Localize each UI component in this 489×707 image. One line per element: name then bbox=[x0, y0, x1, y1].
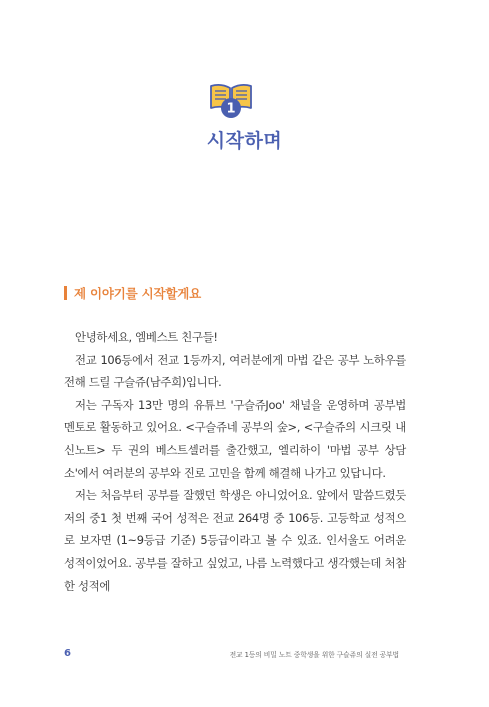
paragraph: 저는 구독자 13만 명의 유튜브 '구슬쥬Joo' 채널을 운영하며 공부법 멘토로 활동하고 있어요. <구슬쥬네 공부의 숲>, <구슬쥬의 시크릿 내신노트> 두 권의 베스트셀러를 출간했고, 엘리하이 '마법 공부 상담소'에서 여러분의 공부와 진로 고민을 함께 해결해 나가고 있답니다. bbox=[64, 397, 406, 480]
paragraph: 안녕하세요, 엠베스트 친구들! bbox=[75, 330, 218, 344]
paragraph: 저는 처음부터 공부를 잘했던 학생은 아니었어요. 앞에서 말씀드렸듯 저의 중1 첫 번째 국어 성적은 전교 264명 중 106등. 고등학교 성적으로 보자면 (1~9등급 기준) 5등급이라고 볼 수 있죠. 인서울도 어려운 성적이었어요. 공부를 잘하고 싶었고, 나름 노력했다고 생각했는데 처참한 성적에 bbox=[64, 488, 406, 593]
running-footer: 전교 1등의 비밀 노트 중학생을 위한 구슬쥬의 실전 공부법 bbox=[229, 651, 399, 659]
section-heading-bar bbox=[64, 286, 67, 300]
section-heading bbox=[64, 285, 201, 301]
open-book-icon bbox=[208, 82, 254, 120]
section-heading-text: 제 이야기를 시작할게요 bbox=[74, 286, 202, 301]
chapter-number: 1 bbox=[226, 101, 236, 117]
chapter-icon-group bbox=[208, 82, 254, 120]
chapter-title: 시작하며 bbox=[206, 130, 283, 152]
paragraph: 전교 106등에서 전교 1등까지, 여러분에게 마법 같은 공부 노하우를 전해 드릴 구슬쥬(남주희)입니다. bbox=[64, 352, 406, 390]
body-text bbox=[64, 326, 406, 597]
page-number: 6 bbox=[64, 648, 71, 659]
